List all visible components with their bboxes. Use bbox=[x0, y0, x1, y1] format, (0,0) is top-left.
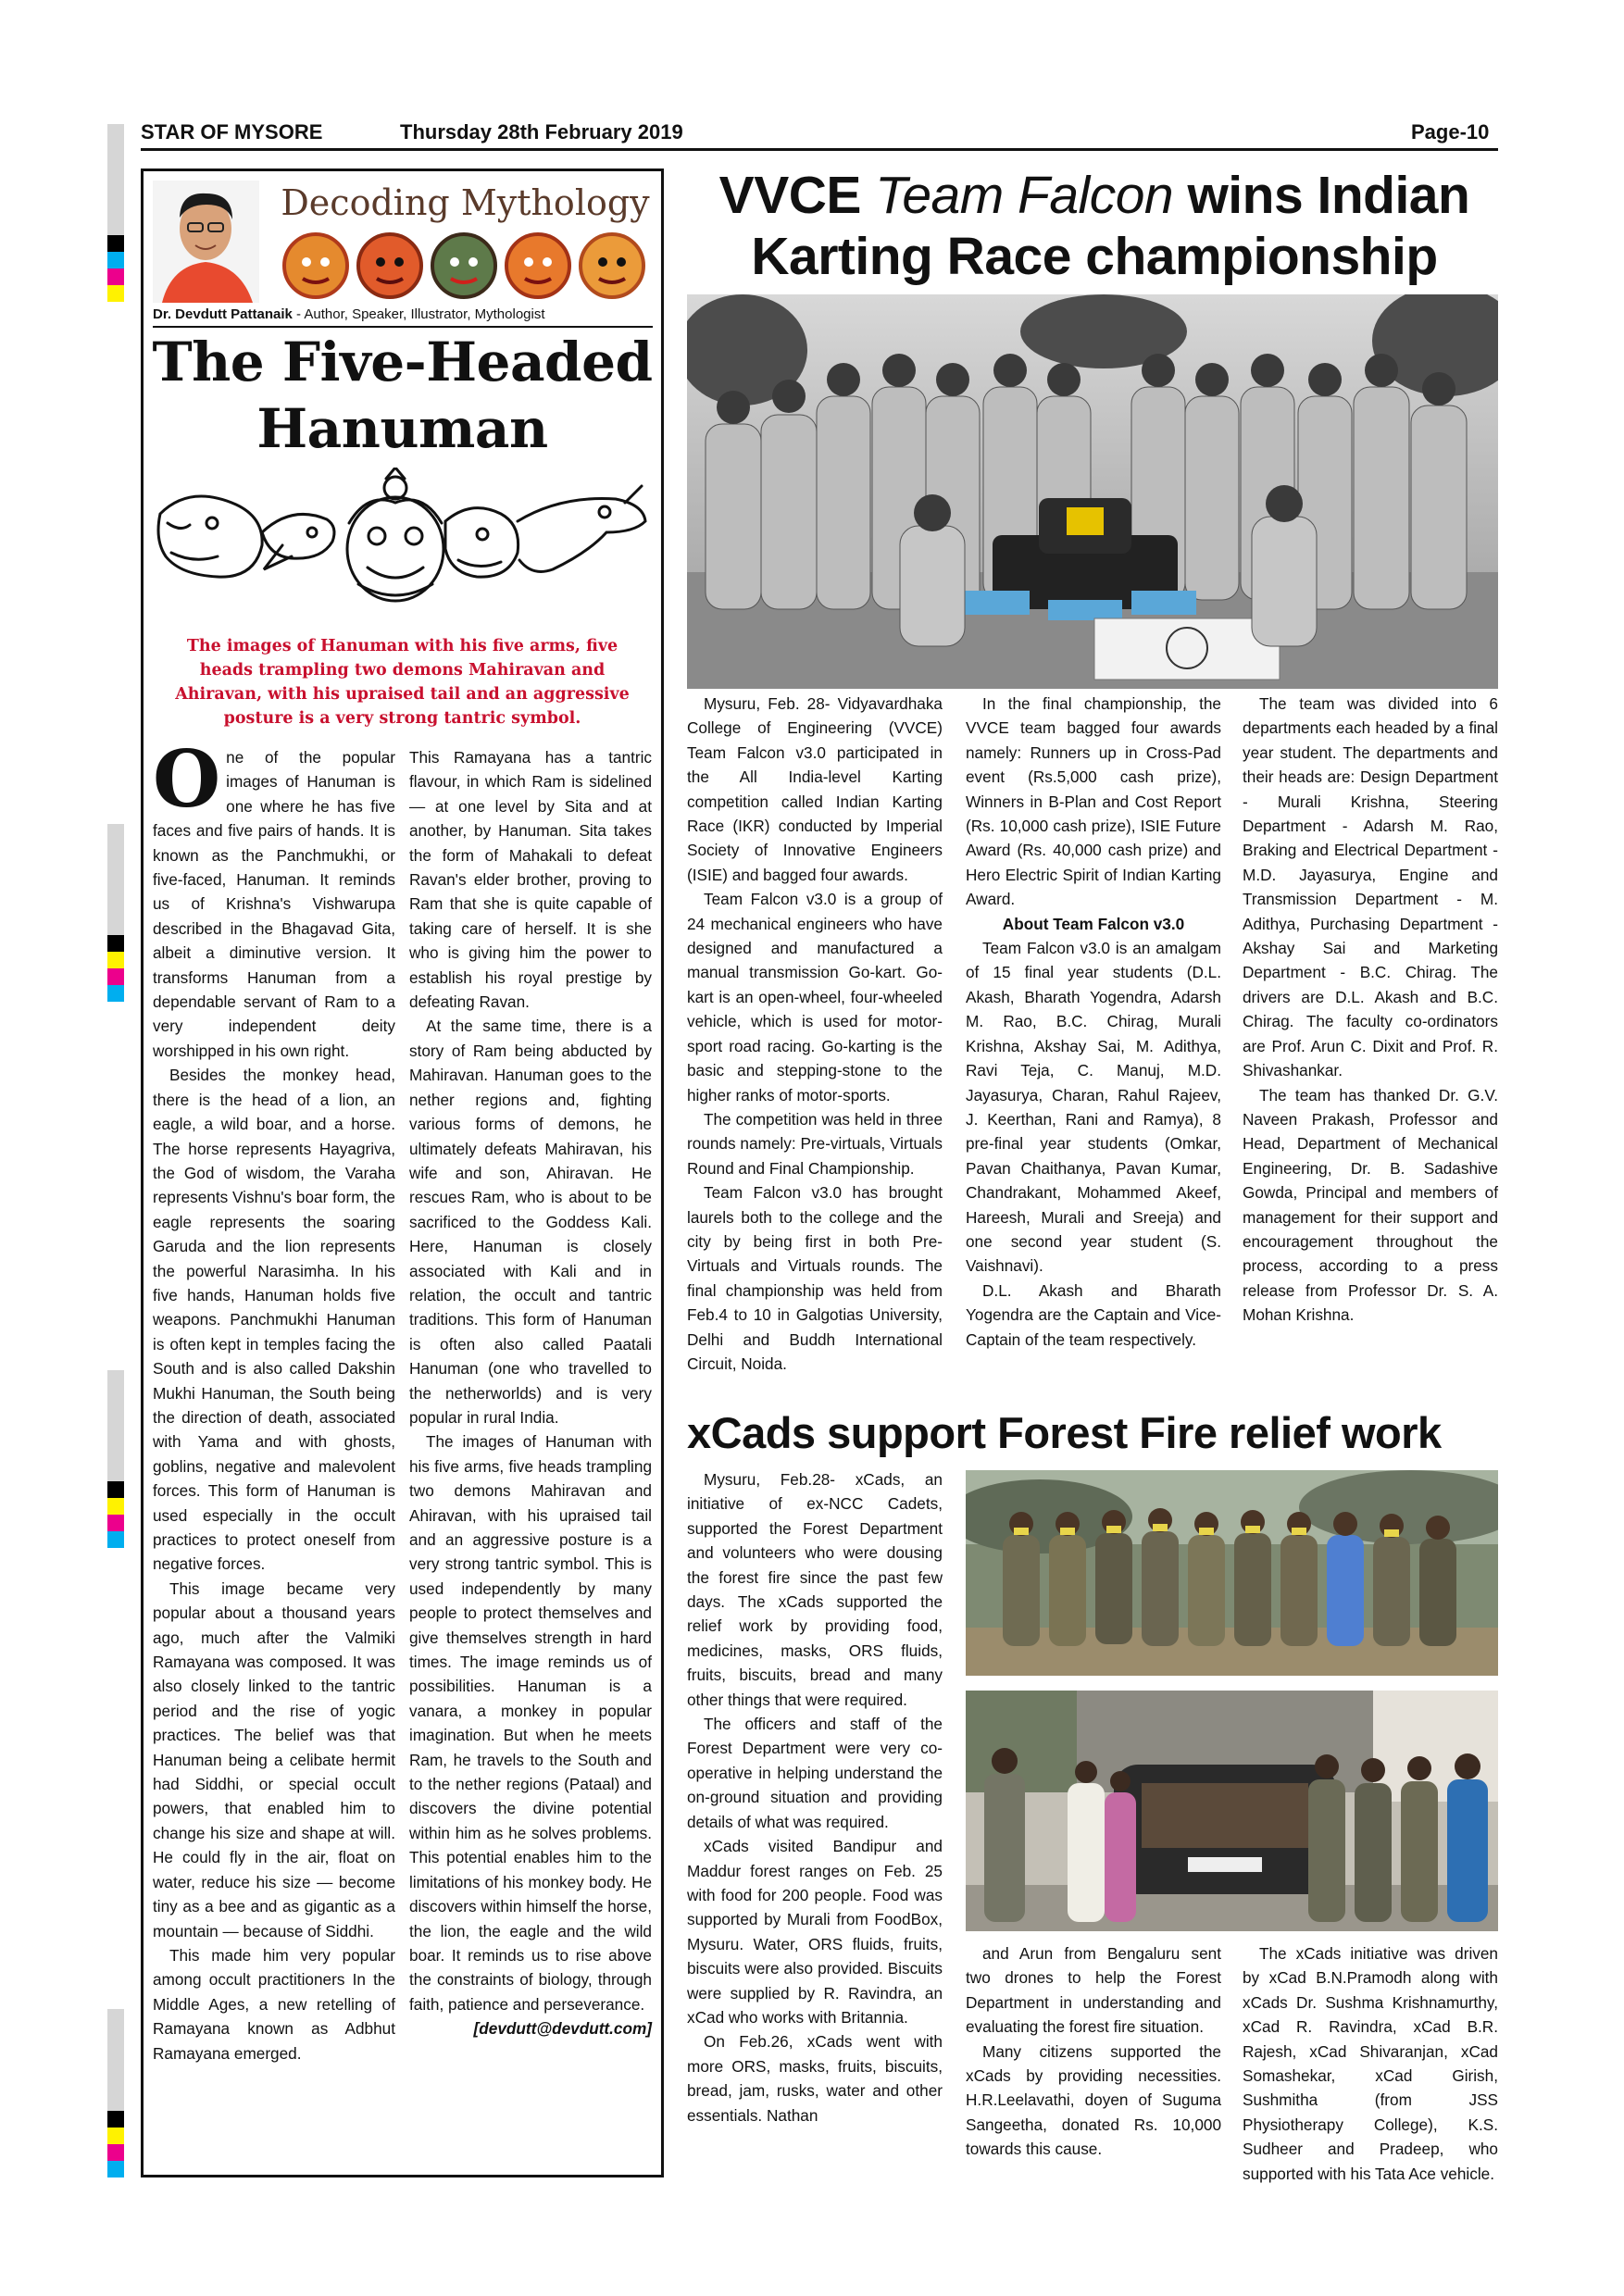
column-paragraph: The images of Hanuman with his five arms, five heads trampling two demons Mahiravan and Ahiravan, with his upraised tail and an aggressive posture is a very strong tantric symbol. This is used independently by many people to protect themselves and give themselves strength in hard times. The image reminds us of possibilities. Hanuman is a vanara, a monkey in popular imagination. But when he meets Ram, he travels to the South and to the nether regions (Pataal) and discovers the divine potential within him as he solves problems. This potential enables him to the limitations of his monkey body. He discovers within himself the horse, the lion, the eagle and the wild boar. It reminds us to rise above the constraints of biology, through faith, patience and perseverance. bbox=[409, 1432, 652, 2014]
reg-mark-cyan bbox=[107, 1531, 124, 1548]
masthead-paper-name: STAR OF MYSORE bbox=[141, 120, 323, 144]
story1-paragraph: Team Falcon v3.0 is an amalgam of 15 final year students (D.L. Akash, Bharath Yogendra, Adarsh M. Rao, B.C. Chirag, Murali Krishna, Akshay Sai, M. Adithya, Ravi Teja, C. Manuj, M.D. Jayasurya, Charan, Rahul Rajeev, J. Keerthan, Rani and Ramya), 8 pre-final year students (Omkar, Pavan Chaithanya, Pavan Kumar, Chandrakant, Mohammed Akeef, Hareesh, Murali and Sreeja) and one second year student (S. Vaishnavi). bbox=[966, 939, 1221, 1276]
story1-col3 bbox=[1243, 692, 1498, 1328]
xcads-forest-team-photo bbox=[966, 1470, 1498, 1676]
registration-strip-low bbox=[107, 1370, 124, 1481]
reg-mark-magenta bbox=[107, 1515, 124, 1531]
reg-mark-magenta bbox=[107, 968, 124, 985]
story1-paragraph: In the final championship, the VVCE team bagged four awards namely: Runners up in Cross-Pad event (Rs.5,000 cash prize), Winners in B-Plan and Cost Report (Rs. 10,000 cash prize), ISIE Future Award (Rs. 40,000 cash prize) and Hero Electric Spirit of Indian Karting Award. bbox=[966, 694, 1221, 909]
story2-col3 bbox=[1243, 1941, 1498, 2186]
team-falcon-group-photo bbox=[687, 294, 1498, 689]
column-paragraph: This made him very popular among occult practitioners In the Middle Ages, a new retelling of Ramayana known as Adbhut Ramayana emerged. bbox=[153, 1945, 395, 2063]
hanuman-illustration bbox=[153, 468, 653, 616]
story1-paragraph: The team has thanked Dr. G.V. Naveen Prakash, Professor and Head, Department of Mechanical Engineering, Dr. B. Sadashive Gowda, Principal and members of management for their support and encouragement throughout the process, according to a press release from Professor Dr. S. A. Mohan Krishna. bbox=[1243, 1085, 1498, 1325]
series-title: Decoding Mythology bbox=[281, 182, 650, 223]
story2-paragraph: Many citizens supported the xCads by providing necessities. H.R.Leelavathi, doyen of Suguma Sangeetha, donated Rs. 10,000 towards this cause. bbox=[966, 2041, 1221, 2159]
byline bbox=[153, 306, 653, 328]
column-signoff: [devdutt@devdutt.com] bbox=[473, 2019, 652, 2039]
reg-mark-cyan bbox=[107, 985, 124, 1002]
reg-mark-black bbox=[107, 2111, 124, 2128]
reg-mark-cyan bbox=[107, 252, 124, 268]
registration-strip-top bbox=[107, 124, 124, 235]
masthead-page-number: Page-10 bbox=[1411, 120, 1490, 144]
story2-col2 bbox=[966, 1941, 1221, 2162]
column-paragraph: At the same time, there is a story of Ram being abducted by Mahiravan. Hanuman goes to the nether regions and, fighting various forms of demons, he ultimately defeats Mahiravan, his wife and son, Ahiravan. He rescues Ram, who is about to be sacrificed to the Goddess Kali. Here, Hanuman is closely associated with Kali and in relation, the occult and tantric traditions. This form of Hanuman is often also called Paatali Hanuman (one who travelled to the netherworlds) and is very popular in rural India. bbox=[409, 1017, 652, 1427]
reg-mark-black bbox=[107, 935, 124, 952]
story2-headline: xCads support Forest Fire relief work bbox=[687, 1408, 1442, 1457]
reg-mark-black bbox=[107, 1481, 124, 1498]
reg-mark-yellow bbox=[107, 1498, 124, 1515]
masthead-date: Thursday 28th February 2019 bbox=[400, 120, 683, 144]
header-rule bbox=[141, 148, 1498, 151]
column-headline bbox=[144, 329, 661, 462]
byline-description: - Author, Speaker, Illustrator, Mythologist bbox=[292, 306, 545, 322]
column-paragraph: This Ramayana has a tantric flavour, in which Ram is sidelined — at one level by Sita and at another, by Hanuman. Sita takes the form of Mahakali to defeat Ravan's elder brother, proving to Ram that she is quite capable of taking care of herself. It is she who is giving him the power to establish his royal prestige by defeating Ravan. bbox=[409, 748, 652, 1012]
column-headline-line2: Hanuman bbox=[256, 397, 548, 460]
xcads-relief-supplies-photo bbox=[966, 1691, 1498, 1931]
story1-paragraph: Mysuru, Feb. 28- Vidyavardhaka College of Engineering (VVCE) Team Falcon v3.0 participated in the All India-level Karting competition called Indian Karting Race (IKR) conducted by Imperial Society of Innovative Engineers (ISIE) and bagged four awards. bbox=[687, 694, 943, 884]
story2-paragraph: xCads visited Bandipur and Maddur forest ranges on Feb. 25 with food for 200 people. Food was supported by Murali from FoodBox, Mysuru. Water, ORS fluids, fruits, biscuits were also provided. Biscuits were supplied by R. Ravindra, an xCad who works with Britannia. bbox=[687, 1837, 943, 2027]
column-box bbox=[141, 168, 664, 2177]
reg-mark-cyan bbox=[107, 2161, 124, 2177]
reg-mark-yellow bbox=[107, 285, 124, 302]
reg-mark-black bbox=[107, 235, 124, 252]
reg-mark-magenta bbox=[107, 268, 124, 285]
story2-paragraph: On Feb.26, xCads went with more ORS, masks, fruits, biscuits, bread, jam, rusks, water and other essentials. Nathan bbox=[687, 2032, 943, 2125]
story1-paragraph: D.L. Akash and Bharath Yogendra are the Captain and Vice-Captain of the team respectively. bbox=[966, 1280, 1221, 1349]
story1-headline bbox=[687, 165, 1502, 287]
story2-col1 bbox=[687, 1467, 943, 2128]
mythology-masks-row bbox=[275, 229, 655, 301]
reg-mark-yellow bbox=[107, 952, 124, 968]
registration-strip-mid bbox=[107, 824, 124, 935]
story2-paragraph: Mysuru, Feb.28- xCads, an initiative of ex-NCC Cadets, supported the Forest Department and volunteers who were dousing the forest fire since the past few days. The xCads supported the relief work by providing food, medicines, masks, ORS fluids, fruits, biscuits, bread and many other things that were required. bbox=[687, 1470, 943, 1709]
story1-paragraph: The competition was held in three rounds namely: Pre-virtuals, Virtuals Round and Final Championship. bbox=[687, 1109, 943, 1178]
reg-mark-magenta bbox=[107, 2144, 124, 2161]
column-headline-line1: The Five-Headed bbox=[152, 331, 653, 393]
reg-mark-yellow bbox=[107, 2128, 124, 2144]
story1-paragraph: The team was divided into 6 departments each headed by a final year student. The departments and their heads are: Design Department - Murali Krishna, Steering Department - Adarsh M. Rao, Braking and Electrical Department - M.D. Jayasurya, Engine and Transmission Department - M. Adithya, Purchasing Department - Akshay Sai and Marketing Department - B.C. Chirag. The drivers are D.L. Akash and B.C. Chirag. The faculty co-ordinators are Prof. Arun C. Dixit and Prof. R. Shivashankar. bbox=[1243, 694, 1498, 1080]
column-text-col1 bbox=[153, 733, 395, 2065]
story2-paragraph: The xCads initiative was driven by xCad B.N.Pramodh along with xCads Dr. Sushma Krishnamurthy, xCad R. Ravindra, xCad B.R. Rajesh, xCad Shivaranjan, xCad Somashekar, xCad Girish, Sushmitha (from JSS Physiotherapy College), K.S. Sudheer and Pradeep, who supported with his Tata Ace vehicle. bbox=[1243, 1944, 1498, 2183]
byline-author: Dr. Devdutt Pattanaik bbox=[153, 306, 293, 322]
column-text-col2 bbox=[409, 745, 652, 2041]
story2-paragraph: The officers and staff of the Forest Department were very co-operative in helping understand the on-ground situation and providing details of what was required. bbox=[687, 1715, 943, 1831]
story2-paragraph: and Arun from Bengaluru sent two drones to help the Forest Department in understanding and evaluating the forest fire situation. bbox=[966, 1944, 1221, 2037]
column-paragraph: This image became very popular about a thousand years ago, much after the Valmiki Ramayana was composed. It was also closely linked to the tantric period and the rise of yogic practices. The belief was that Hanuman being a celibate hermit had Siddhi, or special occult powers, that enabled him to change his size and shape at will. He could fly in the air, float on water, reduce his size — become tiny as a bee and as gigantic as a mountain — because of Siddhi. bbox=[153, 1578, 395, 1940]
story1-col1 bbox=[687, 692, 943, 1376]
story1-headline-line1: VVCE Team Falcon wins Indian bbox=[718, 166, 1470, 225]
story1-subhead: About Team Falcon v3.0 bbox=[1002, 914, 1185, 933]
story1-paragraph: Team Falcon v3.0 has brought laurels both to the college and the city by being first in both Pre-Virtuals and Virtuals rounds. The final championship was held from Feb.4 to 10 in Galgotias University, Delhi and Buddh International Circuit, Noida. bbox=[687, 1183, 943, 1373]
registration-strip-bottom bbox=[107, 2009, 124, 2111]
story1-col2 bbox=[966, 692, 1221, 1352]
illustration-caption: The images of Hanuman with his five arms, five heads trampling two demons Mahiravan and Ahiravan, with his upraised tail and an aggressive posture is a very strong tantric symbol. bbox=[175, 637, 630, 728]
dropcap: O bbox=[153, 733, 221, 825]
column-paragraph: Besides the monkey head, there is the head of a lion, an eagle, a wild boar, and a horse. The horse represents Hayagriva, the God of wisdom, the Varaha represents Vishnu's boar form, the eagle represents the soaring Garuda and the lion represents the powerful Narasimha. In his five hands, Hanuman holds five weapons. Panchmukhi Hanuman is often kept in temples facing the South and is also called Dakshin Mukhi Hanuman, the South being the direction of death, associated with Yama and with ghosts, goblins, negative and malevolent forces. This form of Hanuman is used especially in the occult practices to protect oneself from negative forces. bbox=[153, 1066, 395, 1574]
column-paragraph: ne of the popular images of Hanuman is one where he has five faces and five pairs of hands. It is known as the Panchmukhi, or five-faced, Hanuman. It reminds us of Krishna's Vishwarupa described in the Bhagavad Gita, albeit a diminutive version. It transforms Hanuman from a dependable servant of Ram to a very independent deity worshipped in his own right. bbox=[153, 748, 395, 1060]
story1-paragraph: Team Falcon v3.0 is a group of 24 mechanical engineers who have designed and manufactured a manual transmission Go-kart. Go-kart is an open-wheel, four-wheeled vehicle, which is used for motor-sport road racing. Go-karting is the basic and stepping-stone to the higher ranks of motor-sports. bbox=[687, 890, 943, 1104]
story1-headline-line2: Karting Race championship bbox=[751, 227, 1438, 286]
author-photo bbox=[153, 181, 259, 303]
